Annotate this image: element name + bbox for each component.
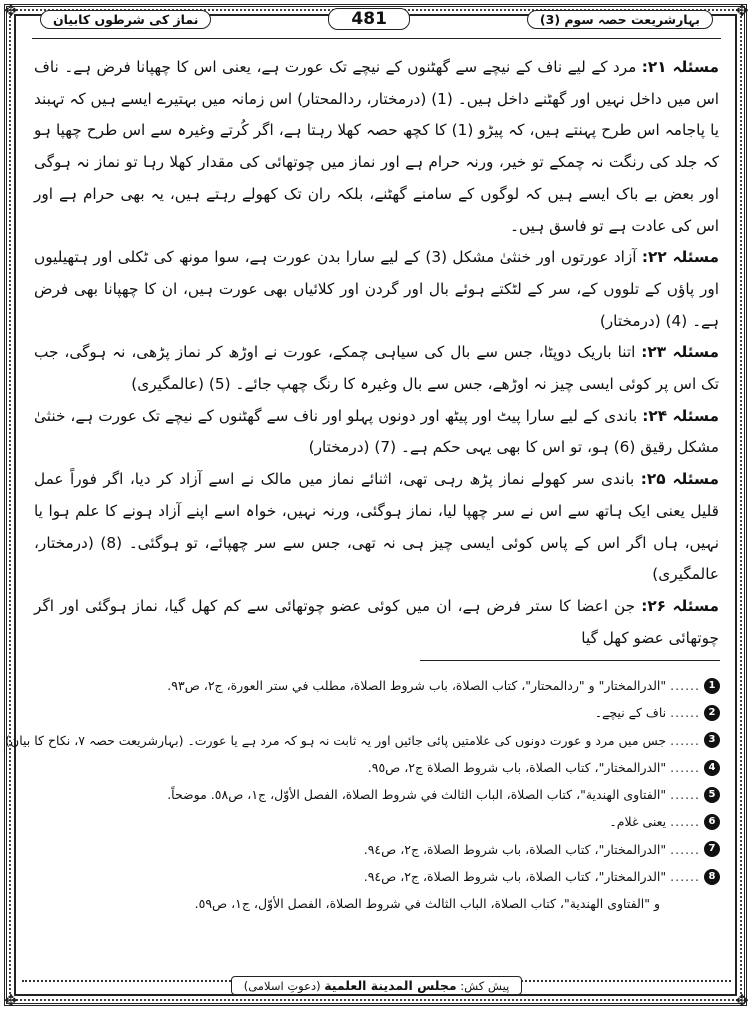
masala-23 xyxy=(34,337,719,400)
footnote-number: 1 xyxy=(704,678,720,694)
footnote-item xyxy=(60,836,720,863)
footnote-number: 7 xyxy=(704,841,720,857)
masala-label: مسئلہ ۲۴: xyxy=(642,406,719,425)
footnote-text: "الفتاوى الهندية"، كتاب الصلاة، الباب الثالث في شروط الصلاة، الفصل الأوّل، ج١، ص٥٨. موضحاً. xyxy=(167,787,667,803)
footnote-text: "الدرالمختار"، كتاب الصلاة، باب شروط الصلاة، ج٢، ص٩٤. xyxy=(363,869,667,885)
footnote-dots: ...... xyxy=(670,678,700,693)
footnote-text: "الدرالمختار" و "ردالمحتار"، كتاب الصلاة، باب شروط الصلاة، مطلب في ستر العورة، ج٢، ص٩٣. xyxy=(167,678,667,693)
footnote-text: و "الفتاوى الهندية"، كتاب الصلاة، الباب الثالث في شروط الصلاة، الفصل الأوّل، ج١، ص٥٩. xyxy=(194,896,660,912)
masala-label: مسئلہ ۲۶: xyxy=(641,596,719,615)
masala-22 xyxy=(34,242,719,337)
footnote-item xyxy=(60,754,720,781)
page-footer xyxy=(0,975,753,995)
masala-text: باندی سر کھولے نماز پڑھ رہی تھی، اثنائے نماز میں مالک نے اسے آزاد کر دیا، اگر فوراً عمل قلیل یعنی ایک ہاتھ سے اس نے سر چھپا لیا، نماز ہوگئی، ورنہ نہیں، خواہ اسے اپنے آزاد ہونے کا علم ہوا یا نہیں، ہاں اگر اس کے پاس کوئی ایسی چیز ہی نہ تھی، جس سے سر چھپائے، تو ہوگئی۔ (8) (درمختار، عالمگیری) xyxy=(34,470,719,584)
masala-label: مسئلہ ۲۲: xyxy=(641,248,719,267)
footnote-text: "الدرالمختار"، كتاب الصلاة، باب شروط الصلاة ج٢، ص٩٥. xyxy=(367,759,667,775)
footnote-number: 3 xyxy=(704,732,720,748)
footnote-number: 8 xyxy=(704,869,720,885)
footnote-dots: ...... xyxy=(670,759,700,775)
footnote-item xyxy=(5,727,720,754)
footnote-item xyxy=(60,781,720,808)
footnote-text: یعنی غلام۔ xyxy=(609,814,667,830)
footnote-dots: ...... xyxy=(670,841,700,857)
publisher-suffix: (دعوتِ اسلامی) xyxy=(243,979,321,993)
masala-24 xyxy=(34,401,719,464)
masala-21 xyxy=(34,52,719,242)
footnote-dots: ...... xyxy=(670,705,700,721)
book-title: بہارِشریعت حصہ سوم (3) xyxy=(527,10,713,29)
footnote-dots: ...... xyxy=(670,869,700,885)
publisher-box xyxy=(231,976,523,995)
footnote-number: 2 xyxy=(704,705,720,721)
footnote-item xyxy=(60,672,720,699)
corner-ornament-icon: ✥ xyxy=(4,1,18,20)
footnote-text: "الدرالمختار"، كتاب الصلاة، باب شروط الصلاة، ج٢، ص٩٤. xyxy=(363,841,667,857)
footnote-dots: ...... xyxy=(670,787,700,803)
footnote-text: جس میں مرد و عورت دونوں کی علامتیں پائی جائیں اور یہ ثابت نہ ہو کہ مرد ہے یا عورت۔ (بہارشریعت حصہ ۷، نکاح کا بیان) xyxy=(5,732,667,748)
chapter-title: نماز کی شرطوں کابیان xyxy=(40,10,211,29)
masala-text: آزاد عورتوں اور خنثیٰ مشکل (3) کے لیے سارا بدن عورت ہے، سوا مونھ کی ٹکلی اور ہتھیلیوں اور پاؤں کے تلووں کے، سر کے لٹکتے ہوئے بال اور گردن اور کلائیاں بھی عورت ہیں، ان کا چھپانا بھی فرض ہے۔ (4) (درمختار) xyxy=(34,248,719,330)
masala-text: باندی کے لیے سارا پیٹ اور پیٹھ اور دونوں پہلو اور ناف سے گھٹنوں کے نیچے تک عورت ہے، خنثیٰ مشکل رقیق (6) ہو، تو اس کا بھی یہی حکم ہے۔ (7) (درمختار) xyxy=(34,406,719,457)
main-text xyxy=(34,52,719,654)
publisher-name: مجلس المدينة العلمية xyxy=(324,978,457,993)
header-rule xyxy=(32,38,721,39)
footnote-number: 5 xyxy=(704,787,720,803)
masala-label: مسئلہ ۲۱: xyxy=(641,58,719,76)
masala-text: اتنا باریک دوپٹا، جس سے بال کی سیاہی چمکے، عورت نے اوڑھ کر نماز پڑھی، نہ ہوگی، جب تک اس پر کوئی ایسی چیز نہ اوڑھے، جس سے بال وغیرہ کا رنگ چھپ جائے۔ (5) (عالمگیری) xyxy=(34,343,719,394)
footnote-number: 6 xyxy=(704,814,720,830)
masala-label: مسئلہ ۲۵: xyxy=(640,470,719,489)
masala-label: مسئلہ ۲۳: xyxy=(641,343,719,362)
footnote-text: ناف کے نیچے۔ xyxy=(594,705,667,721)
corner-ornament-icon: ✥ xyxy=(735,1,749,20)
footnote-item xyxy=(60,699,720,726)
masala-text: مرد کے لیے ناف کے نیچے سے گھٹنوں کے نیچے تک عورت ہے، یعنی اس کا چھپانا فرض ہے۔ ناف اس میں داخل نہیں اور گھٹنے داخل ہیں۔ (1) (درمختار، ردالمحتار) اس زمانہ میں بہتیرے ایسے ہیں کہ تہبند یا پاجامہ اس طرح پہنتے ہیں، کہ پیڑو (1) کا کچھ حصہ کھلا رہتا ہے، اگر کُرتے وغیرہ سے اس طرح چھپا ہو کہ جلد کی رنگت نہ چمکے تو خیر، ورنہ حرام ہے اور نماز میں چوتھائی کی مقدار کھلا رہا تو نماز نہ ہوگی اور بعض بے باک ایسے ہیں کہ لوگوں کے سامنے گھٹنے، بلکہ ران تک کھولے رہتے ہیں، یہ بھی حرام ہے اور اس کی عادت ہے تو فاسق ہیں۔ xyxy=(34,58,719,235)
masala-text: جن اعضا کا ستر فرض ہے، ان میں کوئی عضو چوتھائی سے کم کھل گیا، نماز ہوگئی اور اگر چوتھائی عضو کھل گیا xyxy=(34,596,719,647)
footnote-rule xyxy=(420,660,720,661)
masala-26 xyxy=(34,591,719,654)
footnotes xyxy=(5,672,720,918)
footnote-item xyxy=(60,863,720,890)
footnote-continuation xyxy=(60,890,720,917)
masala-25 xyxy=(34,464,719,591)
footnote-number: 4 xyxy=(704,760,720,776)
footnote-dots: ...... xyxy=(670,814,700,830)
corner-ornament-icon: ✥ xyxy=(4,991,18,1010)
publisher-prefix: پیش کش: xyxy=(460,979,510,993)
footnote-dots: ...... xyxy=(670,732,700,748)
footnote-item xyxy=(60,808,720,835)
page-number: 481 xyxy=(328,8,410,30)
corner-ornament-icon: ✥ xyxy=(735,991,749,1010)
page-header xyxy=(40,6,713,32)
